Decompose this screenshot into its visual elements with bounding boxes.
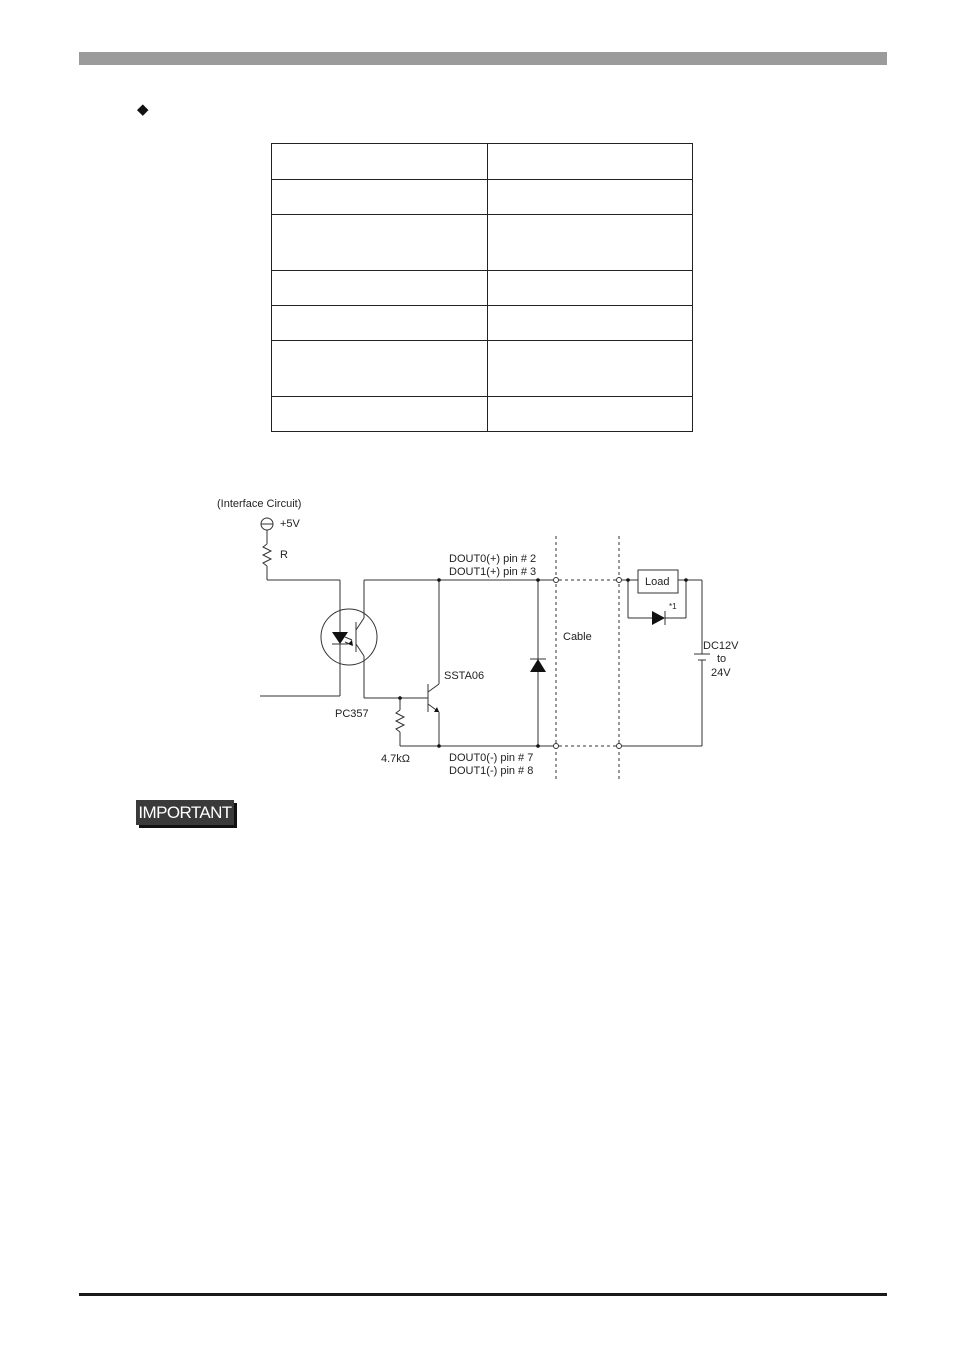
- dout-plus-pin2-label: DOUT0(+) pin # 2: [449, 553, 537, 565]
- supply-voltage-line3: 24V: [711, 667, 731, 679]
- diamond-bullet-icon: ◆: [137, 101, 149, 118]
- supply-voltage-line2: to: [717, 653, 727, 665]
- transistor-label: SSTA06: [444, 670, 485, 682]
- optocoupler-label: PC357: [335, 708, 369, 720]
- footer-rule: [79, 1293, 887, 1296]
- supply-5v-label: +5V: [280, 518, 300, 530]
- load-label: Load: [645, 576, 670, 588]
- important-badge-label: IMPORTANT: [136, 800, 234, 825]
- supply-voltage-line1: DC12V: [703, 640, 739, 652]
- bias-resistor-label: 4.7kΩ: [381, 753, 411, 765]
- important-badge: [136, 800, 237, 828]
- resistor-r-label: R: [280, 549, 288, 561]
- interface-circuit-label: (Interface Circuit): [217, 498, 302, 510]
- note-marker: *1: [669, 602, 677, 611]
- dout-minus-pin7-label: DOUT0(-) pin # 7: [449, 752, 534, 764]
- dout-plus-pin3-label: DOUT1(+) pin # 3: [449, 566, 537, 578]
- cable-label: Cable: [563, 631, 592, 643]
- dout-minus-pin8-label: DOUT1(-) pin # 8: [449, 765, 534, 777]
